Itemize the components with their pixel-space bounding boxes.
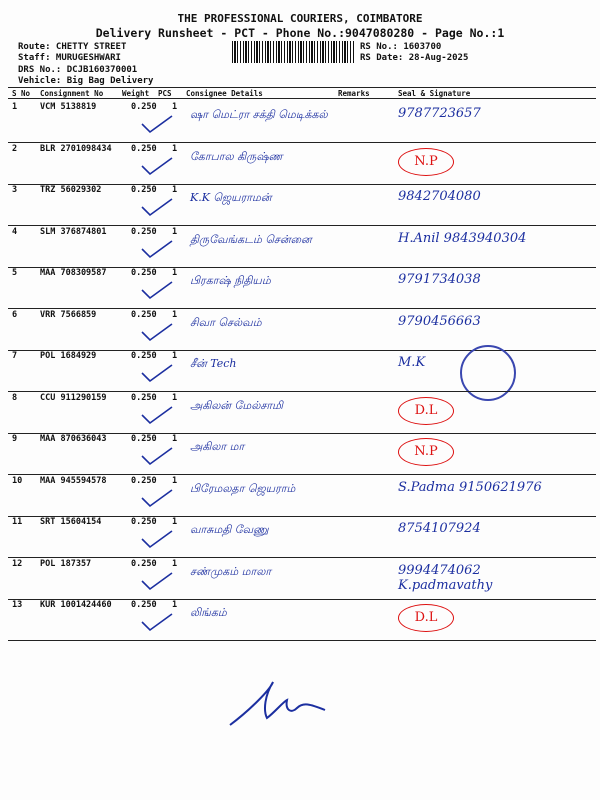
consignment-number: VRR 7566859 [40, 309, 97, 320]
checkmark-icon [140, 322, 176, 344]
checkmark-icon [140, 363, 176, 385]
receiver-signature: 9790456663 [398, 313, 481, 329]
table-row [0, 559, 600, 601]
col-weight: Weight [122, 89, 150, 98]
checkmark-icon [140, 571, 176, 593]
consignment-number: VCM 5138819 [40, 102, 97, 112]
consignee-name: ஷா மெட்ரா சக்தி மெடிக்கல் [190, 108, 328, 121]
status-stamp: N.P [398, 148, 454, 176]
consignee-name: அகிலன் மேல்சாமி [190, 398, 283, 412]
rs-date: RS Date: 28-Aug-2025 [360, 53, 469, 63]
serial-number: 13 [12, 600, 23, 610]
staff-text: Staff: MURUGESHWARI [18, 53, 121, 63]
serial-number: 5 [12, 268, 18, 278]
runsheet-subtitle: Delivery Runsheet - PCT - Phone No.:9047080280 - Page No.:1 [95, 26, 505, 40]
consignment-number: MAA 870636043 [40, 434, 107, 444]
route-text: Route: CHETTY STREET [18, 42, 127, 52]
table-row [0, 185, 600, 227]
weight-value: 0.250 [131, 268, 157, 278]
weight-value: 0.250 [131, 102, 157, 112]
consignment-number: POL 1684929 [40, 351, 97, 361]
weight-value: 0.250 [131, 475, 157, 486]
consignment-number: KUR 1001424460 [40, 600, 112, 610]
serial-number: 2 [12, 143, 18, 154]
serial-number: 1 [12, 102, 18, 112]
receiver-signature: 8754107924 [398, 521, 481, 536]
consignment-number: MAA 945594578 [40, 475, 107, 486]
col-seal: Seal & Signature [398, 89, 471, 98]
serial-number: 12 [12, 558, 23, 569]
consignment-number: SLM 376874801 [40, 226, 107, 237]
consignment-number: CCU 911290159 [40, 392, 107, 403]
status-stamp: D.L [398, 397, 454, 425]
weight-value: 0.250 [131, 600, 157, 610]
header-rule-top [8, 87, 596, 88]
consignee-name: சண்முகம் மாலா [190, 564, 272, 578]
table-row [0, 393, 600, 435]
consignee-name: லிங்கம் [190, 606, 227, 619]
checkmark-icon [140, 114, 176, 136]
serial-number: 9 [12, 434, 18, 444]
status-stamp: N.P [398, 438, 454, 466]
consignment-number: POL 187357 [40, 558, 92, 569]
col-remarks: Remarks [338, 89, 370, 98]
consignee-name: பிரகாஷ் நிதியம் [190, 274, 271, 287]
vehicle-text: Vehicle: Big Bag Delivery [18, 76, 154, 86]
company-title: THE PROFESSIONAL COURIERS, COIMBATORE [177, 12, 423, 25]
receiver-signature: S.Padma 9150621976 [398, 479, 542, 495]
pieces-count: 1 [172, 268, 178, 278]
checkmark-icon [140, 280, 176, 302]
col-pcs: PCS [158, 89, 172, 98]
weight-value: 0.250 [131, 351, 157, 361]
checkmark-icon [140, 529, 176, 551]
pieces-count: 1 [172, 351, 178, 361]
pieces-count: 1 [172, 517, 178, 527]
table-row [0, 227, 600, 269]
receiver-signature: 9787723657 [398, 106, 481, 121]
table-row [0, 434, 600, 476]
consignee-name: சிவா செல்வம் [190, 315, 262, 329]
supervisor-signature [225, 680, 335, 730]
receiver-signature: 9791734038 [398, 272, 481, 287]
table-row [0, 517, 600, 559]
pieces-count: 1 [172, 558, 178, 569]
checkmark-icon [140, 612, 176, 634]
receiver-signature: 9842704080 [398, 189, 481, 204]
checkmark-icon [140, 197, 176, 219]
pieces-count: 1 [172, 185, 178, 195]
table-row [0, 351, 600, 393]
col-sno: S No [12, 89, 31, 98]
receiver-signature: M.K [398, 355, 426, 370]
pieces-count: 1 [172, 434, 178, 444]
serial-number: 7 [12, 351, 18, 361]
header-rule-bottom [8, 98, 596, 99]
serial-number: 11 [12, 517, 23, 527]
rs-number: RS No.: 1603700 [360, 42, 442, 52]
weight-value: 0.250 [131, 517, 157, 527]
col-consignment: Consignment No [40, 89, 104, 98]
consignment-number: SRT 15604154 [40, 517, 102, 527]
consignment-number: TRZ 56029302 [40, 185, 102, 195]
pieces-count: 1 [172, 475, 178, 486]
table-row [0, 600, 600, 642]
checkmark-icon [140, 239, 176, 261]
pieces-count: 1 [172, 309, 178, 320]
serial-number: 3 [12, 185, 18, 195]
weight-value: 0.250 [131, 434, 157, 444]
consignee-name: வாசுமதி வேணு [190, 523, 269, 536]
serial-number: 4 [12, 226, 18, 237]
barcode [232, 41, 354, 63]
table-row [0, 268, 600, 310]
serial-number: 6 [12, 309, 18, 320]
table-row [0, 310, 600, 352]
pieces-count: 1 [172, 392, 178, 403]
weight-value: 0.250 [131, 143, 157, 154]
col-consignee: Consignee Details [186, 89, 263, 98]
consignee-name: K.K ஜெயராமன் [190, 191, 272, 204]
checkmark-icon [140, 488, 176, 510]
consignee-name: சீன் Tech [190, 357, 237, 370]
consignment-number: BLR 2701098434 [40, 143, 112, 154]
pieces-count: 1 [172, 143, 178, 154]
consignee-name: திருவேங்கடம் சென்னை [190, 232, 312, 246]
table-row [0, 476, 600, 518]
pieces-count: 1 [172, 226, 178, 237]
weight-value: 0.250 [131, 309, 157, 320]
receiver-signature: H.Anil 9843940304 [398, 230, 527, 246]
status-stamp: D.L [398, 604, 454, 632]
checkmark-icon [140, 446, 176, 468]
weight-value: 0.250 [131, 226, 157, 237]
pieces-count: 1 [172, 600, 178, 610]
checkmark-icon [140, 405, 176, 427]
pieces-count: 1 [172, 102, 178, 112]
drs-text: DRS No.: DCJB160370001 [18, 65, 138, 75]
checkmark-icon [140, 156, 176, 178]
consignee-name: அகிலா மா [190, 440, 245, 453]
consignee-name: கோபால கிருஷ்ண [190, 149, 283, 163]
serial-number: 8 [12, 392, 18, 403]
table-row [0, 144, 600, 186]
table-row [0, 102, 600, 144]
serial-number: 10 [12, 475, 23, 486]
receiver-signature: 9994474062 K.padmavathy [398, 562, 493, 593]
consignee-name: பிரேமலதா ஜெயராம் [190, 481, 296, 495]
row-divider [8, 640, 596, 641]
weight-value: 0.250 [131, 392, 157, 403]
consignment-number: MAA 708309587 [40, 268, 107, 278]
weight-value: 0.250 [131, 185, 157, 195]
weight-value: 0.250 [131, 558, 157, 569]
